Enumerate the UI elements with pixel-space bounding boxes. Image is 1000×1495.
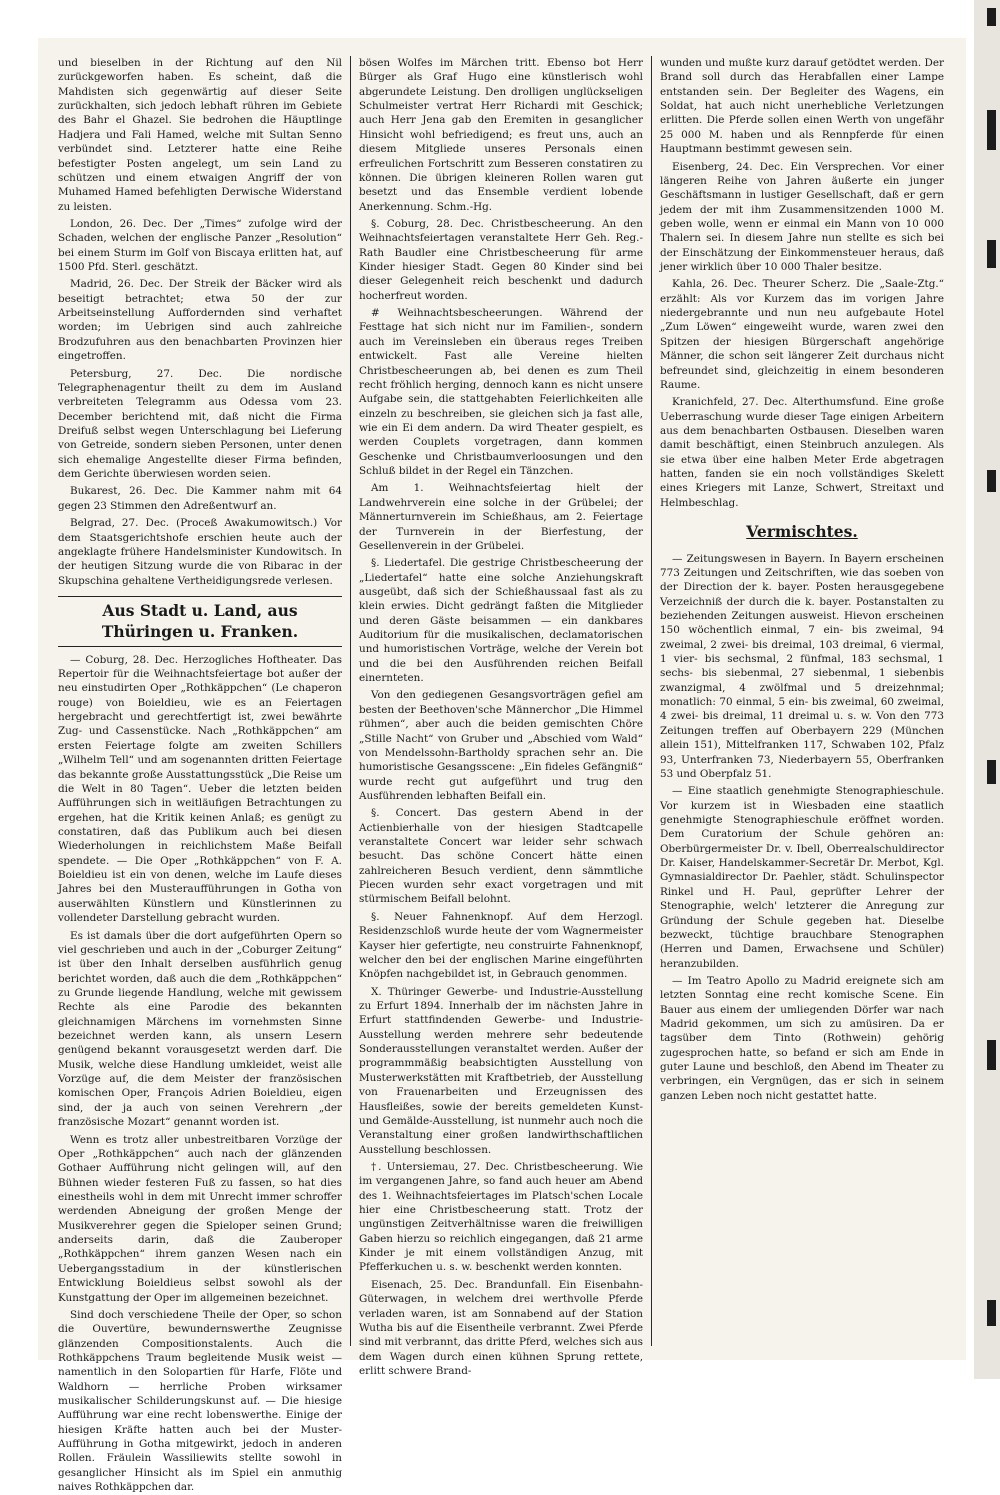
article-paragraph: §. Concert. Das gestern Abend in der Actienbierhalle von der hiesigen Stadtcapelle veranstaltete Concert war leider sehr schwach besucht. Das schöne Concert hätte einen zahlreicheren Besuch verdient, denn sämmtliche Piecen wurden sehr exact vorgetragen und mit stürmischem Beifall belohnt. [359,807,643,906]
article-paragraph: Kranichfeld, 27. Dec. Alterthumsfund. Eine große Ueberraschung wurde dieser Tage einigen Arbeitern aus dem benachbarten Ostbausen. Dieselben waren damit beschäftigt, einen Steinbruch anzulegen. Als sie etwa über eine halben Meter Erde abgetragen hatten, fanden sie ein noch vollständiges Skelett eines Kriegers mit Lanze, Schwert, Streitaxt und Helmbeschlag. [660,396,944,509]
newspaper-page [38,38,966,1494]
article-paragraph: Madrid, 26. Dec. Der Streik der Bäcker wird als beseitigt betrachtet; etwa 50 der zur Arbeitseinstellung Auffordernden sind verhaftet worden; im Uebrigen sind auch zahlreiche Brodzufuhren aus den benachbarten Provinzen hier eingetroffen. [58,278,342,363]
article-paragraph: Eisenach, 25. Dec. Brandunfall. Ein Eisenbahn-Güterwagen, in welchem drei werthvolle Pferde verladen waren, ist am Sonnabend auf der Station Wutha bis auf die Eisentheile verbrannt. Zwei Pferde sind mit verbrannt, das dritte Pferd, welches sich aus dem Wagen durch einen kühnen Sprung rettete, erlitt schwere Brand- [359,1278,643,1377]
article-paragraph: †. Untersiemau, 27. Dec. Christbescheerung. Wie im vergangenen Jahre, so fand auch heuer am Abend des 1. Weihnachtsfeiertages im Platsch'schen Locale hier eine Christbescheerung statt. Trotz der ungünstigen Zeitverhältnisse waren die freiwilligen Gaben hierzu so reichlich eingegangen, daß 21 arme Kinder je mit einem vollständigen Anzug, mit Pfefferkuchen u. s. w. beschenkt werden konnten. [359,1160,643,1274]
article-paragraph: X. Thüringer Gewerbe- und Industrie-Ausstellung zu Erfurt 1894. Innerhalb der im nächsten Jahre in Erfurt stattfindenden Gewerbe- und Industrie-Ausstellung werden mehrere sehr bedeutende Sonderausstellungen veranstaltet werden. Außer der programmmäßig beabsichtigten Ausstellung von Musterwerkstätten mit Kraftbetrieb, der Ausstellung von Frauenarbeiten und Erzeugnissen des Hausfleißes, sowie der bereits gemeldeten Kunst- und Gemälde-Ausstellung, ist nunmehr auch noch die Veranstaltung einer großen landwirthschaftlichen Ausstellung beschlossen. [359,985,643,1156]
article-paragraph: Kahla, 26. Dec. Theurer Scherz. Die „Saale-Ztg.“ erzählt: Als vor Kurzem das im vorigen Jahre niedergebrannte und nun neu aufgebaute Hotel „Zum Löwen“ eingeweiht wurde, waren zwei den Spitzen der hiesigen Bürgerschaft angehörige Männer, die schon seit längerer Zeit durchaus nicht befreundet sind, gleichzeitig in einem besonderen Raume. [660,278,944,391]
article-paragraph: Wenn es trotz aller unbestreitbaren Vorzüge der Oper „Rothkäppchen“ auch nach der glänzenden Gothaer Aufführung nicht gelingen will, auf den Bühnen wieder festeren Fuß zu fassen, so hat dies einestheils wohl in dem mit Unrecht immer schroffer werdenden Abneigung der großen Menge der Musikverehrer gegen die Spieloper seinen Grund; anderseits darin, daß die Zauberoper „Rothkäppchen“ ihrem ganzen Wesen nach ein Uebergangsstadium in der künstlerischen Entwicklung Boieldieus selbst sowohl als der Kunstgattung der Oper im allgemeinen bezeichnet. [58,1133,342,1304]
article-paragraph: §. Coburg, 28. Dec. Christbescheerung. An den Weihnachtsfeiertagen veranstaltete Herr Geh. Reg.-Rath Baudler eine Christbescheerung für arme Kinder hiesiger Stadt. Gegen 80 Kinder sind bei dieser Gelegenheit reich beschenkt und dadurch hocherfreut worden. [359,217,643,302]
article-paragraph: London, 26. Dec. Der „Times“ zufolge wird der Schaden, welchen der englische Panzer „Resolution“ bei einem Sturm im Golf von Biscaya erlitten hat, auf 1500 Pfd. Sterl. geschätzt. [58,217,342,274]
scan-edge-mark [987,470,996,492]
article-paragraph: Belgrad, 27. Dec. (Proceß Awakumowitsch.) Vor dem Staatsgerichtshofe erschien heute auch der angeklagte frühere Handelsminister Kundowitsch. In der heutigen Sitzung wurde die von Ribarac in der Skupschina gehaltene Vertheidigungsrede verlesen. [58,517,342,587]
article-paragraph: Es ist damals über die dort aufgeführten Opern so viel geschrieben und auch in der „Coburger Zeitung“ ist über den Inhalt derselben ausführlich genug berichtet worden, daß auch die dem „Rothkäppchen“ zu Grunde liegende Handlung, welche mit gewissem Rechte als eine Parodie des bekannten gleichnamigen Märchens im vornehmsten Sinne bezeichnet werden kann, als unsern Lesern genügend bekannt vorausgesetzt werden darf. Die Musik, welche diese Handlung umkleidet, weist alle Vorzüge auf, die dem Meister der französischen komischen Oper, François Adrien Boieldieu, eigen sind, der ja auch von seinen Verehrern „der französische Mozart“ genannt worden ist. [58,929,342,1129]
article-paragraph: und bieselben in der Richtung auf den Nil zurückgeworfen haben. Es scheint, daß die Mahdisten sich gegenwärtig auf dieser Seite zurückhalten, sich jedoch lebhaft rühren im Gebiete des Bahr el Ghazel. Sie bedrohen die Häuptlinge Hadjera und Fali Hamed, welche mit Sultan Senno verbündet sind. Letzterer hatte eine Reihe befestigter Posten angelegt, um sein Land zu schützen und einem etwaigen Angriff der von Muhamed Hamed befehligten Derwische Widerstand zu leisten. [58,57,342,213]
article-paragraph: §. Neuer Fahnenknopf. Auf dem Herzogl. Residenzschloß wurde heute der vom Wagnermeister Kayser hier gefertigte, neu construirte Fahnenknopf, welcher den bei der englischen Marine eingeführten Knöpfen nachgebildet ist, in Gebrauch genommen. [359,910,643,981]
column-right [652,56,952,1346]
article-paragraph: Am 1. Weihnachtsfeiertag hielt der Landwehrverein eine solche in der Grübelei; der Männerturnverein im Schießhaus, am 2. Feiertage der Turnverein in der Bierfestung, der Gesellenverein in der Grübelei. [359,482,643,552]
column-left [50,56,350,1494]
article-paragraph: — Zeitungswesen in Bayern. In Bayern erscheinen 773 Zeitungen und Zeitschriften, wie das soeben von der Direction der k. bayer. Posten herausgegebene Verzeichniß der durch die k. bayer. Postanstalten zu beziehenden Zeitungen ausweist. Hievon erscheinen 150 wöchentlich einmal, 7 ein- bis zweimal, 94 zweimal, 2 zwei- bis dreimal, 103 dreimal, 6 viermal, 1 vier- bis sechsmal, 2 fünfmal, 183 sechsmal, 1 sechs- bis siebenmal, 27 siebenmal, 1 siebenbis zwanzigmal, 4 zwölfmal und 5 dreizehnmal; monatlich: 70 einmal, 5 ein- bis zweimal, 60 zweimal, 4 zwei- bis dreimal, 11 dreimal u. s. w. Von den 773 Zeitungen treffen auf Oberbayern 229 (München allein 151), Mittelfranken 117, Schwaben 102, Pfalz 93, Unterfranken 73, Niederbayern 55, Oberfranken 53 und Oberpfalz 51. [660,552,944,780]
article-paragraph: bösen Wolfes im Märchen tritt. Ebenso bot Herr Bürger als Graf Hugo eine künstlerisch wohl abgerundete Leistung. Den drolligen unglückseligen Schulmeister vertrat Herr Richardi mit Geschick; auch Herr Jena gab den Eremiten in gesanglicher Hinsicht wohl befriedigend; es freut uns, auch an diesem Mitgliede unseres Personals einen erfreulichen Fortschritt zum Besseren constatiren zu können. Die übrigen kleineren Rollen waren gut besetzt und das Ensemble verdient lobende Anerkennung. Schm.-Hg. [359,57,643,213]
article-paragraph: — Eine staatlich genehmigte Stenographieschule. Vor kurzem ist in Wiesbaden eine staatlich genehmigte Stenographieschule eröffnet worden. Dem Curatorium der Schule gehören an: Oberbürgermeister Dr. v. Ibell, Oberrealschuldirector Dr. Kaiser, Handelskammer-Secretär Dr. Merbot, Kgl. Gymnasialdirector Dr. Paehler, städt. Schulinspector Rinkel und H. Paul, geprüfter Lehrer der Stenographie, welch' letzterer die Anregung zur Gründung der Schule gegeben hat. Dieselbe bezweckt, tüchtige brauchbare Stenographen (Herren und Damen, Erwachsene und Schüler) heranzubilden. [660,785,944,970]
section-heading: Aus Stadt u. Land, aus Thüringen u. Franken. [58,596,342,647]
article-paragraph: §. Liedertafel. Die gestrige Christbescheerung der „Liedertafel“ hatte eine solche Anziehungskraft ausgeübt, daß sich der Schießhaussaal fast als zu klein erwies. Dicht gedrängt faßten die Mitglieder und deren Gäste beisammen — ein dankbares Auditorium für die musikalischen, declamatorischen und humoristischen Vorträge, welche der Verein bot und die bei den Ausführenden reichen Beifall einernteten. [359,557,643,685]
article-paragraph: Von den gediegenen Gesangsvorträgen gefiel am besten der Beethoven'sche Männerchor „Die Himmel rühmen“, aber auch die beiden gemischten Chöre „Stille Nacht“ von Gruber und „Abschied vom Wald“ von Mendelssohn-Bartholdy sprachen sehr an. Die humoristische Gesangsscene: „Ein fideles Gefängniß“ wurde recht gut aufgeführt und trug den Ausführenden lebhaften Beifall ein. [359,689,643,802]
section-heading: Vermischtes. [746,522,858,542]
article-paragraph: wunden und mußte kurz darauf getödtet werden. Der Brand soll durch das Herabfallen einer Lampe entstanden sein. Der Begleiter des Wagens, ein Soldat, hat auch nicht unerhebliche Verletzungen erlitten. Die Pferde sollen einen Werth von ungefähr 25 000 M. haben und als Rennpferde für einen Hauptmann bestimmt gewesen sein. [660,57,944,156]
scan-edge-mark [987,8,996,26]
scan-edge [974,0,1000,1379]
article-paragraph: — Coburg, 28. Dec. Herzogliches Hoftheater. Das Repertoir für die Weihnachtsfeiertage bot außer der neu einstudirten Oper „Rothkäppchen“ (Le chaperon rouge) von Boieldieu, wie es an Feiertagen hergebracht und gerechtfertigt ist, zwei bewährte Zug- und Cassenstücke. Nach „Rothkäppchen“ am ersten Feiertage folgte am zweiten Schillers „Wilhelm Tell“ und am sogenannten dritten Feiertage das bekannte große Ausstattungsstück „Die Reise um die Welt in 80 Tagen“. Ueber die letzten beiden Aufführungen sich in weitläufigen Betrachtungen zu ergehen, hat die Kritik keinen Anlaß; es genügt zu constatiren, daß das Publikum auch bei diesen Wiederholungen in reichlichstem Maße Beifall spendete. — Die Oper „Rothkäppchen“ von F. A. Boieldieu ist ein von denen, welche im Laufe dieses Jahres bei den Musteraufführungen in Gotha von auserwählten Künstlern und Künstlerinnen zu vollendeter Darstellung gebracht wurden. [58,653,342,925]
column-middle [351,56,651,1377]
scan-edge-mark [987,240,996,268]
scan-edge-mark [987,1040,996,1070]
article-paragraph: Eisenberg, 24. Dec. Ein Versprechen. Vor einer längeren Reihe von Jahren äußerte ein junger Geschäftsmann in lustiger Gesellschaft, daß er gern jedem der mit ihm Zusammensitzenden 1000 M. geben wolle, wenn er einmal ein Mann von 10 000 Thalern sei. In diesem Jahre nun stellte es sich bei der Einschätzung der Einkommensteuer heraus, daß jener wirklich über 10 000 Thaler besitze. [660,160,944,274]
scan-edge-mark [987,1300,996,1326]
columns [50,56,952,1494]
scan-edge-mark [987,110,996,150]
article-paragraph: Bukarest, 26. Dec. Die Kammer nahm mit 64 gegen 23 Stimmen den Adreßentwurf an. [58,485,342,512]
article-paragraph: — Im Teatro Apollo zu Madrid ereignete sich am letzten Sonntag eine recht komische Scene. Ein Bauer aus einem der umliegenden Dörfer war nach Madrid gekommen, um sich zu amüsiren. Da er tagsüber dem Tinto (Rothwein) gehörig zugesprochen hatte, so befand er sich am Ende in guter Laune und beschloß, den Abend im Theater zu verbringen, ein Vergnügen, das er sich in seinem ganzen Leben noch nicht gestattet hatte. [660,974,944,1102]
article-paragraph: Petersburg, 27. Dec. Die nordische Telegraphenagentur theilt zu dem im Ausland verbreiteten Telegramm aus Odessa vom 23. December berichtend mit, daß nicht die Firma Dreifuß selbst wegen Unterschlagung bei Lieferung von Getreide, sondern sieben Personen, unter denen sich ehemalige Angestellte dieser Firma befinden, dem Gerichte überwiesen worden seien. [58,367,342,481]
article-paragraph: Sind doch verschiedene Theile der Oper, so schon die Ouvertüre, bewundernswerthe Zeugnisse glänzenden Compositionstalents. Auch die Rothkäppchens Traum begleitende Musik weist — namentlich in den Solopartien für Harfe, Flöte und Waldhorn — herrliche Proben wirksamer musikalischer Schilderungskunst auf. — Die hiesige Aufführung war eine recht lobenswerthe. Einige der hiesigen Kräfte hatten auch bei der Muster-Aufführung in Gotha mitgewirkt, jedoch in anderen Rollen. Fräulein Wassiliewits stellte sowohl in gesanglicher Hinsicht als im Spiel ein anmuthig naives Rothkäppchen dar. [58,1308,342,1494]
article-paragraph: # Weihnachtsbescheerungen. Während der Festtage hat sich nicht nur im Familien-, sondern auch im Vereinsleben ein überaus reges Treiben entwickelt. Fast alle Vereine hielten Christbescheerungen ab, bei denen es zum Theil recht fröhlich herging, dennoch kann es nicht unsere Aufgabe sein, die stattgehabten Feierlichkeiten alle einzeln zu beschreiben, sie gleichen sich ja fast alle, wie ein Ei dem andern. Da wird Theater gespielt, es werden Couplets vorgetragen, dann kommen Geschenke und Christbaumverloosungen und den Schluß bildet in der Regel ein Tänzchen. [359,307,643,478]
scan-edge-mark [987,760,996,784]
